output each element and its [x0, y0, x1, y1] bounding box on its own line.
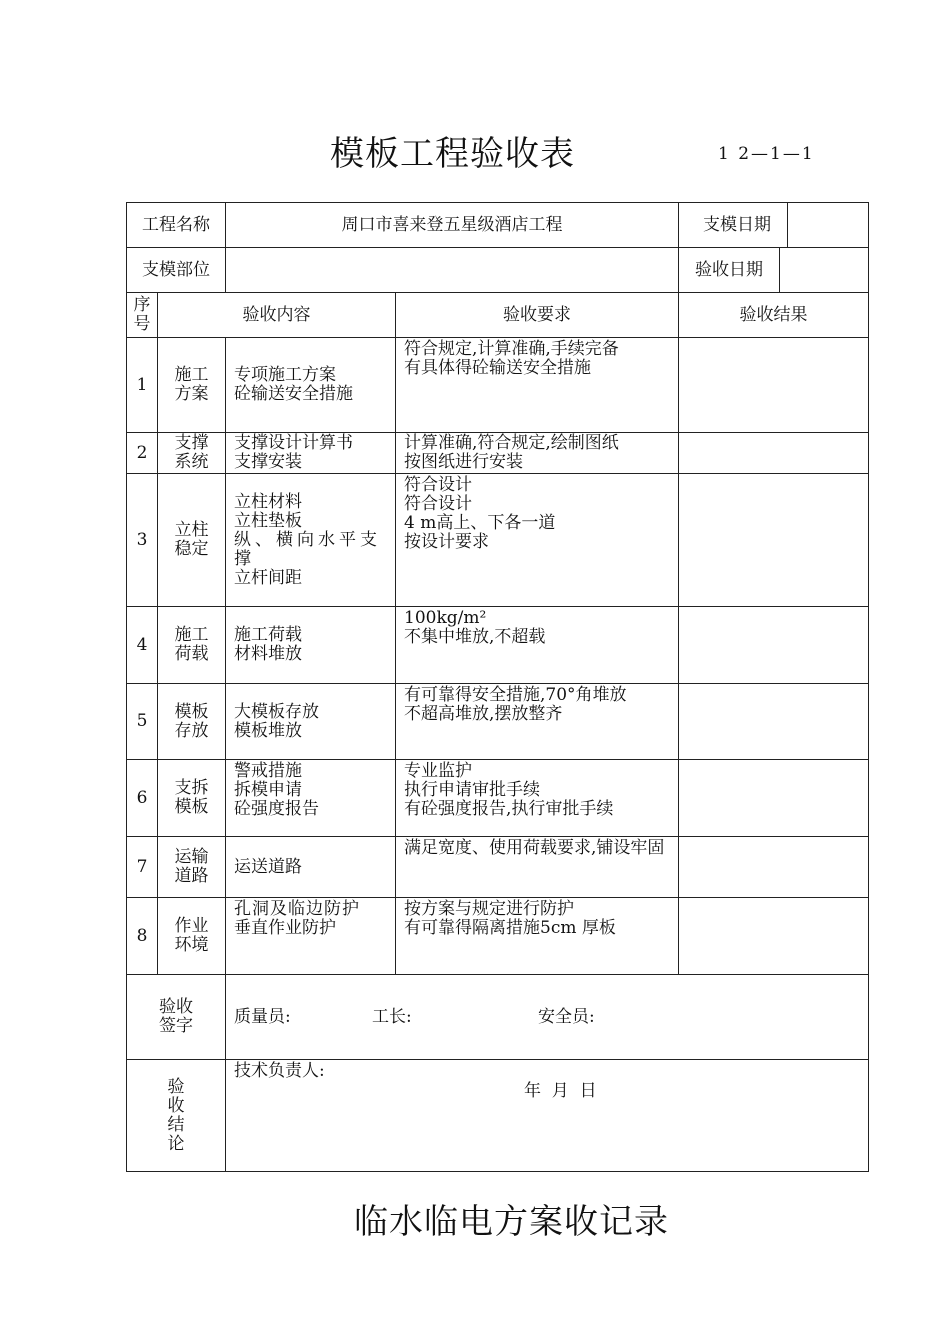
row-result[interactable] — [679, 760, 869, 837]
row-number: 6 — [127, 760, 158, 837]
row-category: 支拆 模板 — [158, 760, 226, 837]
table-row — [127, 607, 869, 684]
table-row — [127, 898, 869, 975]
row-result[interactable] — [679, 837, 869, 898]
row-number: 5 — [127, 684, 158, 760]
formwork-date-label: 支模日期 — [687, 203, 788, 247]
acceptance-date-cell — [679, 248, 869, 293]
project-name-value[interactable]: 周口市喜来登五星级酒店工程 — [226, 203, 679, 248]
row-number: 8 — [127, 898, 158, 975]
signature-fields — [226, 975, 869, 1060]
signature-row — [127, 975, 869, 1060]
row-requirements: 符合设计 符合设计 4 m高上、下各一道 按设计要求 — [396, 474, 679, 607]
row-requirements: 100kg/m² 不集中堆放,不超载 — [396, 607, 679, 684]
row-items: 孔洞及临边防护 垂直作业防护 — [226, 898, 396, 975]
conclusion-date[interactable]: 年 月 日 — [524, 1081, 597, 1101]
row-requirements: 专业监护 执行申请审批手续 有砼强度报告,执行审批手续 — [396, 760, 679, 837]
safety-officer-field[interactable]: 安全员: — [538, 1006, 595, 1027]
header-row-part — [127, 248, 869, 293]
table-row — [127, 338, 869, 433]
row-number: 1 — [127, 338, 158, 433]
formwork-part-label: 支模部位 — [127, 248, 226, 293]
requirement-header: 验收要求 — [396, 293, 679, 338]
row-result[interactable] — [679, 474, 869, 607]
row-items: 大模板存放 模板堆放 — [226, 684, 396, 760]
row-category: 作业 环境 — [158, 898, 226, 975]
tech-lead-field[interactable]: 技术负责人: — [234, 1061, 325, 1081]
table-row — [127, 474, 869, 607]
row-number: 2 — [127, 433, 158, 474]
conclusion-content — [226, 1060, 869, 1172]
table-row — [127, 684, 869, 760]
acceptance-date-label: 验收日期 — [679, 248, 780, 292]
form-number: 1 2—1—1 — [718, 144, 815, 164]
row-number: 7 — [127, 837, 158, 898]
row-result[interactable] — [679, 338, 869, 433]
result-header: 验收结果 — [679, 293, 869, 338]
row-requirements: 满足宽度、使用荷载要求,铺设牢固 — [396, 837, 679, 898]
row-result[interactable] — [679, 607, 869, 684]
formwork-date-cell — [679, 203, 869, 248]
table-row — [127, 433, 869, 474]
row-result[interactable] — [679, 898, 869, 975]
acceptance-date-value[interactable] — [780, 248, 868, 292]
row-items: 警戒措施 拆模申请 砼强度报告 — [226, 760, 396, 837]
table-row — [127, 837, 869, 898]
row-items: 立柱材料 立柱垫板 纵、横向水平支撑 立杆间距 — [226, 474, 396, 607]
row-items: 专项施工方案 砼输送安全措施 — [226, 338, 396, 433]
acceptance-table — [126, 202, 869, 1172]
seq-header: 序 号 — [127, 293, 158, 338]
row-category: 施工 方案 — [158, 338, 226, 433]
formwork-part-value[interactable] — [226, 248, 679, 293]
signature-label: 验收 签字 — [127, 975, 226, 1060]
column-header-row — [127, 293, 869, 338]
row-category: 模板 存放 — [158, 684, 226, 760]
row-result[interactable] — [679, 433, 869, 474]
row-number: 3 — [127, 474, 158, 607]
project-name-label: 工程名称 — [127, 203, 226, 248]
row-requirements: 按方案与规定进行防护 有可靠得隔离措施5cm 厚板 — [396, 898, 679, 975]
content-header: 验收内容 — [158, 293, 396, 338]
formwork-date-value[interactable] — [788, 203, 868, 247]
table-row — [127, 760, 869, 837]
conclusion-row — [127, 1060, 869, 1172]
form-title: 模板工程验收表 — [330, 134, 575, 174]
row-result[interactable] — [679, 684, 869, 760]
row-category: 运输 道路 — [158, 837, 226, 898]
row-items: 运送道路 — [226, 837, 396, 898]
quality-inspector-field[interactable]: 质量员: — [234, 1006, 291, 1027]
row-requirements: 计算准确,符合规定,绘制图纸 按图纸进行安装 — [396, 433, 679, 474]
foreman-field[interactable]: 工长: — [372, 1006, 412, 1027]
conclusion-label: 验 收 结 论 — [127, 1060, 226, 1172]
header-row-project — [127, 203, 869, 248]
row-requirements: 有可靠得安全措施,70°角堆放 不超高堆放,摆放整齐 — [396, 684, 679, 760]
footer-title: 临水临电方案收记录 — [354, 1202, 669, 1242]
row-items: 施工荷载 材料堆放 — [226, 607, 396, 684]
row-number: 4 — [127, 607, 158, 684]
row-requirements: 符合规定,计算准确,手续完备 有具体得砼输送安全措施 — [396, 338, 679, 433]
row-category: 施工 荷载 — [158, 607, 226, 684]
row-category: 立柱 稳定 — [158, 474, 226, 607]
row-category: 支撑 系统 — [158, 433, 226, 474]
row-items: 支撑设计计算书 支撑安装 — [226, 433, 396, 474]
